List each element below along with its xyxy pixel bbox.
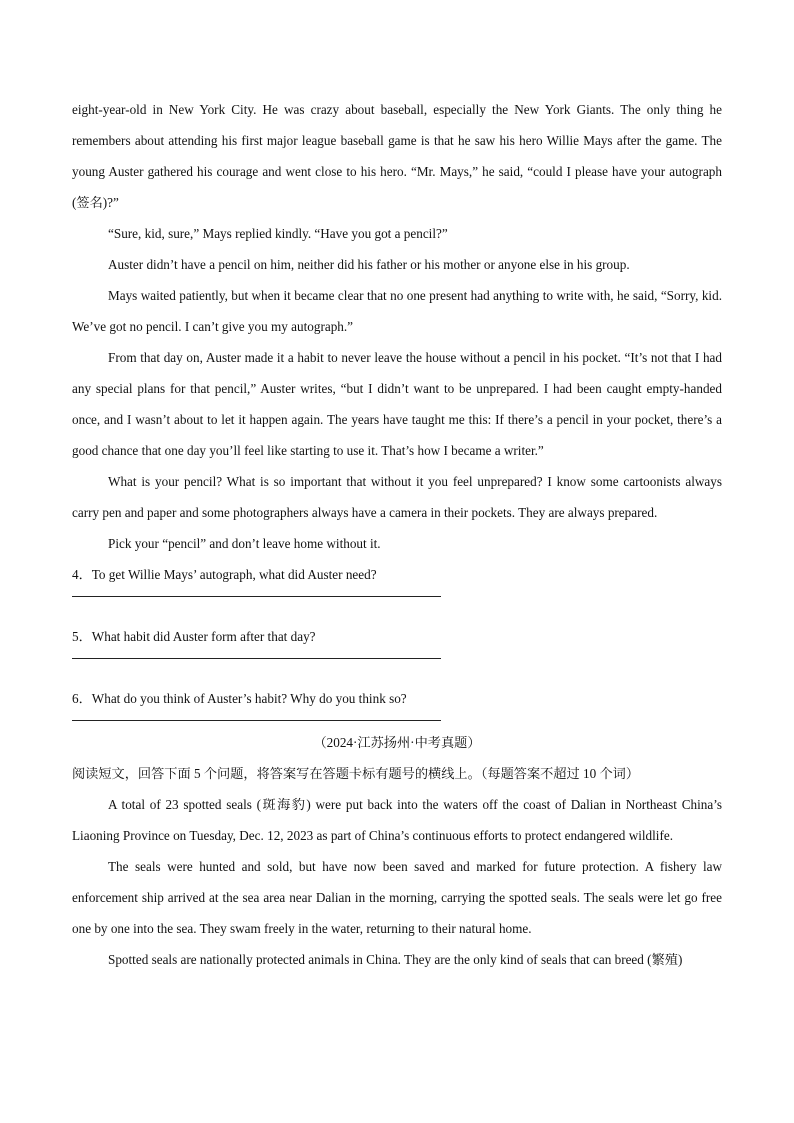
question-6: 6．What do you think of Auster’s habit? Why do you think so? xyxy=(72,691,407,706)
passage-paragraph-4: Mays waited patiently, but when it became clear that no one present had anything to write with, he said, “Sorry, kid. We’ve got no pencil. I can’t give you my autograph.” xyxy=(72,288,722,334)
seal-paragraph-3: Spotted seals are nationally protected animals in China. They are the only kind of seals that can breed (繁殖) xyxy=(108,952,683,967)
question-5: 5．What habit did Auster form after that day? xyxy=(72,629,316,644)
seal-paragraph-1: A total of 23 spotted seals (斑海豹) were put back into the waters off the coast of Dalian in Northeast China’s Liaoning Province on Tuesday, Dec. 12, 2023 as part of China’s continuous efforts to protect endangered wildlife. xyxy=(72,797,722,843)
question-4: 4．To get Willie Mays’ autograph, what did Auster need? xyxy=(72,567,377,582)
passage-paragraph-3: Auster didn’t have a pencil on him, neither did his father or his mother or anyone else in his group. xyxy=(108,257,630,272)
passage-paragraph-7: Pick your “pencil” and don’t leave home without it. xyxy=(108,536,381,551)
passage-paragraph-6: What is your pencil? What is so important that without it you feel unprepared? I know some cartoonists always carry pen and paper and some photographers always have a camera in their pockets. They are always prepared. xyxy=(72,474,722,520)
passage-paragraph-5: From that day on, Auster made it a habit to never leave the house without a pencil in his pocket. “It’s not that I had any special plans for that pencil,” Auster writes, “but I didn’t want to be unprepared. I had been caught empty-handed once, and I wasn’t about to let it happen again. The years have taught me this: If there’s a pencil in your pocket, there’s a good chance that one day you’ll feel like starting to use it. That’s how I became a writer.” xyxy=(72,350,722,458)
passage-paragraph-2: “Sure, kid, sure,” Mays replied kindly. “Have you got a pencil?” xyxy=(108,226,448,241)
passage-paragraph-1: eight-year-old in New York City. He was crazy about baseball, especially the New York Giants. The only thing he remembers about attending his first major league baseball game is that he saw his hero Willie Mays after the game. The young Auster gathered his courage and went close to his hero. “Mr. Mays,” he said, “could I please have your autograph (签名)?” xyxy=(72,102,722,210)
answer-line-6[interactable] xyxy=(72,720,441,721)
answer-line-4[interactable] xyxy=(72,596,441,597)
document-page xyxy=(72,94,722,975)
answer-line-5[interactable] xyxy=(72,658,441,659)
section-instructions: 阅读短文，回答下面 5 个问题，将答案写在答题卡标有题号的横线上。（每题答案不超过 10 个词） xyxy=(72,766,640,781)
exam-source: （2024·江苏扬州·中考真题） xyxy=(313,735,481,750)
seal-paragraph-2: The seals were hunted and sold, but have now been saved and marked for future protection. A fishery law enforcement ship arrived at the sea area near Dalian in the morning, carrying the spotted seals. The seals were let go free one by one into the sea. They swam freely in the water, returning to their natural home. xyxy=(72,859,722,936)
